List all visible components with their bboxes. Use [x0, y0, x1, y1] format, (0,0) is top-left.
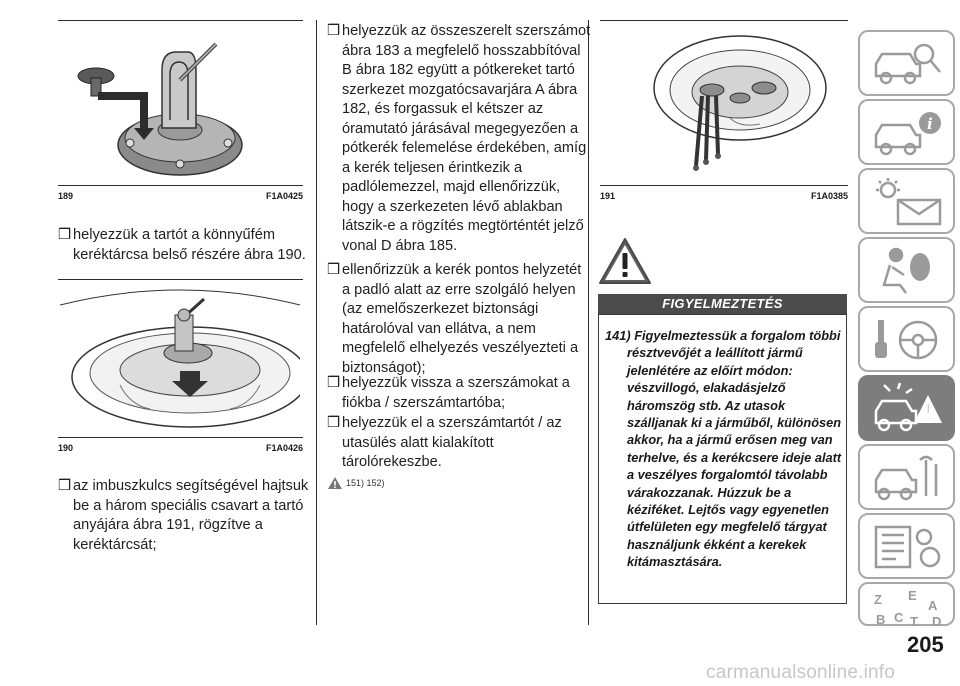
- figure-190-top-rule: [58, 279, 303, 280]
- car-wrench-icon: [870, 452, 946, 504]
- figure-190-illustration: [60, 285, 300, 433]
- tab-key-steering[interactable]: [858, 306, 955, 372]
- svg-text:D: D: [932, 614, 942, 628]
- car-search-icon: [870, 38, 946, 90]
- figure-189-bottom-rule: [58, 185, 303, 186]
- figure-number: 190: [58, 443, 74, 453]
- figure-189-top-rule: [58, 20, 303, 21]
- warning-triangle-icon: [598, 237, 652, 285]
- svg-text:Z: Z: [874, 592, 882, 607]
- checkbox-bullet-icon: ❒: [327, 375, 341, 391]
- tab-alphabetical-index[interactable]: [858, 582, 955, 626]
- figure-190-bottom-rule: [58, 437, 303, 438]
- svg-text:A: A: [928, 598, 938, 613]
- figure-190-caption: [58, 443, 303, 453]
- checkbox-bullet-icon: ❒: [327, 415, 341, 431]
- warning-body: Figyelmeztessük a forgalom többi résztvevőjét a leállított jármű jelenlétére az előírt módon: vészvillogó, elakadásjelző háromszög stb. Az utasok szálljanak ki a járműből, különösen akkor, ha a jármű erősen meg van terhelve, és a kerékcsere ideje alatt a veszélyes forgalomtól távolabb várakozzanak. Húzzuk be a kéziféket. Lejtős vagy egyenetlen útfelületen egy megfelelő tárgyat használjunk ékként a kerekek kitámasztására.: [627, 328, 842, 570]
- checkbox-bullet-icon: ❒: [327, 23, 341, 39]
- warning-number: 141): [605, 328, 631, 343]
- bullet-mount-bracket: ❒ helyezzük a tartót a könnyűfém keréktárcsa belső részére ábra 190.: [58, 227, 306, 263]
- figure-number: 191: [600, 191, 616, 201]
- figure-191-top-rule: [600, 20, 848, 21]
- list-gears-icon: [870, 521, 946, 573]
- tab-car-search[interactable]: [858, 30, 955, 96]
- tab-airbag[interactable]: [858, 237, 955, 303]
- tab-dashboard-lights[interactable]: [858, 168, 955, 234]
- checkbox-bullet-icon: ❒: [58, 478, 72, 494]
- tab-car-info[interactable]: [858, 99, 955, 165]
- key-steering-wheel-icon: [870, 314, 946, 366]
- car-warning-icon: [870, 383, 946, 435]
- bullet-check-position: ❒ ellenőrizzük a kerék pontos helyzetét a padló alatt az erre szolgáló helyen (az emelőszerkezet biztonsági határolóval van ellátva, a nem megfelelő elhelyezés veszélyezteti a biztonságot);: [327, 262, 582, 376]
- checkbox-bullet-icon: ❒: [327, 262, 341, 278]
- svg-text:B: B: [876, 612, 886, 627]
- warning-text: [605, 327, 845, 571]
- svg-text:T: T: [910, 614, 918, 628]
- svg-text:E: E: [908, 590, 917, 603]
- figure-189-caption: [58, 191, 303, 201]
- figure-191-illustration: [640, 28, 830, 180]
- alphabet-index-icon: [870, 590, 946, 628]
- warning-title: FIGYELMEZTETÉS: [598, 294, 847, 314]
- car-info-icon: [870, 107, 946, 159]
- svg-text:C: C: [894, 610, 904, 625]
- checkbox-bullet-icon: ❒: [58, 227, 72, 243]
- figure-number: 189: [58, 191, 74, 201]
- bullet-store-toolbox: ❒ helyezzük el a szerszámtartót / az utasülés alatt kialakított tárolórekeszbe.: [327, 415, 562, 470]
- page-number: 205: [907, 632, 944, 657]
- note-references: 151) 152): [328, 477, 385, 489]
- figure-code: F1A0385: [810, 191, 848, 201]
- tab-technical-data[interactable]: [858, 513, 955, 579]
- airbag-seat-icon: [870, 245, 946, 297]
- bullet-replace-tools: ❒ helyezzük vissza a szerszámokat a fiókba / szerszámtartóba;: [327, 375, 570, 411]
- figure-189-illustration: [70, 30, 290, 182]
- figure-code: F1A0425: [265, 191, 303, 201]
- watermark: carmanualsonline.info: [706, 662, 896, 683]
- dashboard-light-mail-icon: [870, 176, 946, 228]
- bullet-tighten-bolts: ❒ az imbuszkulcs segítségével hajtsuk be a három speciális csavart a tartó anyájára ábra 191, rögzítve a keréktárcsát;: [58, 478, 309, 553]
- figure-code: F1A0426: [265, 443, 303, 453]
- tab-car-warning[interactable]: [858, 375, 955, 441]
- figure-191-bottom-rule: [600, 185, 848, 186]
- warning-triangle-icon: [328, 477, 342, 489]
- tab-car-service[interactable]: [858, 444, 955, 510]
- bullet-assemble-tool: ❒ helyezzük az összeszerelt szerszámot ábra 183 a megfelelő hosszabbítóval B ábra 182 együtt a pótkereket tartó szerkezet mozgatócsavarjára A ábra 182, és forgassuk el kétszer az óramutató járásával megegyezően a pótkerék felemelése érdekében, amíg a kerék teljesen érintkezik a padlólemezzel, majd ellenőrizzük, hogy a szerkezeten lévő ablakban látszik-e a rögzítés megtörténtét jelző vonal D ábra 185.: [327, 23, 591, 254]
- svg-text:i: i: [927, 115, 933, 133]
- figure-191-caption: [600, 191, 848, 201]
